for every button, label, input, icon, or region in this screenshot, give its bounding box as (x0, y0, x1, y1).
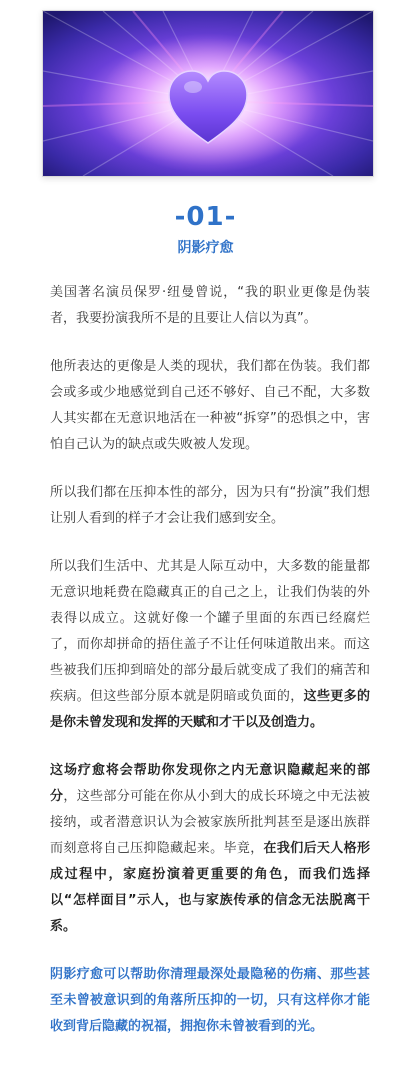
paragraph-1: 美国著名演员保罗·纽曼曾说，“我的职业更像是伪装者，我要扮演我所不是的且要让人信以为真”。 (50, 285, 370, 326)
paragraph-5-emphasis-1: 这场疗愈将会帮助你发现你之内无意识隐藏起来的部分 (50, 763, 370, 804)
glowing-heart-image (43, 11, 373, 176)
hero-image (42, 10, 374, 177)
article-body (50, 280, 370, 1062)
paragraph-6: 阴影疗愈可以帮助你清理最深处最隐秘的伤痛、那些甚至未曾被意识到的角落所压抑的一切，只有这样你才能收到背后隐藏的祝福，拥抱你未曾被看到的光。 (50, 967, 370, 1034)
section-title: 阴影疗愈 (177, 240, 234, 256)
paragraph-5 (50, 758, 370, 940)
paragraph-5-text: ，这些部分可能在你从小到大的成长环境之中无法被接纳，或者潜意识认为会被家族所批判甚至是逐出族群而刻意将自己压抑隐藏起来。毕竟， (50, 789, 370, 856)
paragraph-5-emphasis-2: 在我们后天人格形成过程中，家庭扮演着更重要的角色，而我们选择以“怎样面目”示人，也与家族传承的信念无法脱离干系。 (50, 841, 370, 934)
paragraph-3: 所以我们都在压抑本性的部分，因为只有“扮演”我们想让别人看到的样子才会让我们感到安全。 (50, 485, 370, 526)
paragraph-4 (50, 554, 370, 736)
paragraph-4-emphasis: 这些更多的是你未曾发现和发挥的天赋和才干以及创造力。 (50, 689, 370, 730)
paragraph-2: 他所表达的更像是人类的现状，我们都在伪装。我们都会或多或少地感觉到自己还不够好、自己不配，大多数人其实都在无意识地活在一种被“拆穿”的恐惧之中，害怕自己认为的缺点或失败被人发现。 (50, 359, 370, 452)
section-number: -01- (174, 202, 237, 232)
paragraph-4-text: 所以我们生活中、尤其是人际互动中，大多数的能量都无意识地耗费在隐藏真正的自己之上，让我们伪装的外表得以成立。这就好像一个罐子里面的东西已经腐烂了，而你却拼命的捂住盖子不让任何味道散出来。而这些被我们压抑到暗处的部分最后就变成了我们的痛苦和疾病。但这些部分原本就是阴暗或负面的， (50, 559, 370, 704)
